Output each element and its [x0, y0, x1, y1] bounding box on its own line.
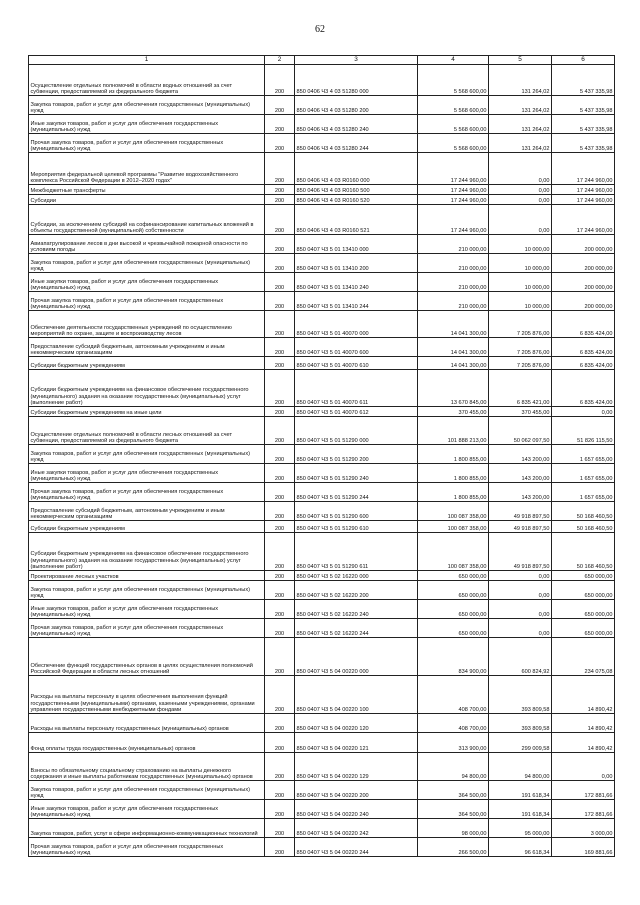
executed-amount-cell: 10 000,00	[489, 292, 552, 311]
row-name-cell: Субсидии	[29, 195, 265, 205]
budget-classification-code-cell: 850 0406 Ч3 4 03 51280 244	[295, 134, 418, 153]
remaining-amount-cell: 6 835 424,00	[552, 357, 615, 370]
remaining-amount-cell: 5 437 335,98	[552, 96, 615, 115]
row-code-cell: 200	[265, 407, 295, 417]
row-code-cell: 200	[265, 676, 295, 714]
column-header: 1	[29, 56, 265, 65]
table-row	[29, 195, 615, 205]
executed-amount-cell: 393 809,58	[489, 714, 552, 733]
budget-classification-code-cell: 850 0406 Ч3 4 03 R0160 521	[295, 205, 418, 235]
budget-classification-code-cell: 850 0407 Ч3 5 02 16220 240	[295, 600, 418, 619]
budget-classification-code-cell: 850 0407 Ч3 5 04 00220 000	[295, 638, 418, 676]
approved-amount-cell: 210 000,00	[418, 235, 489, 254]
budget-classification-code-cell: 850 0407 Ч3 5 01 51290 611	[295, 533, 418, 571]
budget-classification-code-cell: 850 0407 Ч3 5 01 40070 000	[295, 311, 418, 338]
row-code-cell: 200	[265, 205, 295, 235]
row-name-cell: Иные закупки товаров, работ и услуг для обеспечения государственных (муниципальных) нужд	[29, 115, 265, 134]
row-name-cell: Иные закупки товаров, работ и услуг для обеспечения государственных (муниципальных) нужд	[29, 600, 265, 619]
executed-amount-cell: 191 618,34	[489, 800, 552, 819]
executed-amount-cell: 131 264,02	[489, 96, 552, 115]
row-code-cell: 200	[265, 153, 295, 185]
approved-amount-cell: 1 800 855,00	[418, 464, 489, 483]
remaining-amount-cell: 14 890,42	[552, 676, 615, 714]
table-row	[29, 153, 615, 185]
executed-amount-cell: 370 455,00	[489, 407, 552, 417]
executed-amount-cell: 49 918 897,50	[489, 521, 552, 533]
budget-classification-code-cell: 850 0406 Ч3 4 03 51280 240	[295, 115, 418, 134]
budget-classification-code-cell: 850 0407 Ч3 5 02 16220 000	[295, 571, 418, 581]
executed-amount-cell: 50 062 097,50	[489, 417, 552, 445]
table-row	[29, 96, 615, 115]
row-code-cell: 200	[265, 115, 295, 134]
row-code-cell: 200	[265, 819, 295, 838]
budget-classification-code-cell: 850 0407 Ч3 5 01 40070 611	[295, 370, 418, 407]
budget-classification-code-cell: 850 0407 Ч3 5 04 00220 120	[295, 714, 418, 733]
row-code-cell: 200	[265, 185, 295, 195]
remaining-amount-cell: 5 437 335,98	[552, 115, 615, 134]
table-header-row	[29, 56, 615, 65]
table-row	[29, 483, 615, 502]
row-name-cell: Межбюджетные трансферты	[29, 185, 265, 195]
remaining-amount-cell: 650 000,00	[552, 600, 615, 619]
row-code-cell: 200	[265, 733, 295, 753]
approved-amount-cell: 94 800,00	[418, 753, 489, 781]
row-name-cell: Осуществление отдельных полномочий в области лесных отношений за счет субвенции, предоставляемой из федерального бюджета	[29, 417, 265, 445]
table-row	[29, 819, 615, 838]
budget-classification-code-cell: 850 0407 Ч3 5 01 13410 200	[295, 254, 418, 273]
row-name-cell: Расходы на выплаты персоналу государственных (муниципальных) органов	[29, 714, 265, 733]
remaining-amount-cell: 5 437 335,98	[552, 65, 615, 96]
row-code-cell: 200	[265, 571, 295, 581]
executed-amount-cell: 143 200,00	[489, 483, 552, 502]
table-row	[29, 676, 615, 714]
executed-amount-cell: 95 000,00	[489, 819, 552, 838]
remaining-amount-cell: 5 437 335,98	[552, 134, 615, 153]
remaining-amount-cell: 200 000,00	[552, 235, 615, 254]
row-name-cell: Субсидии бюджетным учреждениям на финансовое обеспечение государственного (муниципального) задания на оказание государственных (муниципальных) услуг (выполнение работ)	[29, 533, 265, 571]
column-header: 2	[265, 56, 295, 65]
row-name-cell: Взносы по обязательному социальному страхованию на выплаты денежного содержания и иные выплаты работникам государственных (муниципальных) органов	[29, 753, 265, 781]
approved-amount-cell: 408 700,00	[418, 714, 489, 733]
executed-amount-cell: 299 009,58	[489, 733, 552, 753]
table-row	[29, 800, 615, 819]
remaining-amount-cell: 17 244 960,00	[552, 195, 615, 205]
budget-classification-code-cell: 850 0407 Ч3 5 01 13410 240	[295, 273, 418, 292]
approved-amount-cell: 5 568 600,00	[418, 134, 489, 153]
table-row	[29, 357, 615, 370]
approved-amount-cell: 14 041 300,00	[418, 357, 489, 370]
table-row	[29, 781, 615, 800]
row-code-cell: 200	[265, 417, 295, 445]
row-name-cell: Обеспечение деятельности государственных учреждений по осуществлению мероприятий по охране, защите и воспроизводству лесов	[29, 311, 265, 338]
row-name-cell: Закупка товаров, работ, услуг в сфере информационно-коммуникационных технологий	[29, 819, 265, 838]
table-row	[29, 581, 615, 600]
approved-amount-cell: 1 800 855,00	[418, 445, 489, 464]
table-row	[29, 254, 615, 273]
table-row	[29, 185, 615, 195]
budget-classification-code-cell: 850 0406 Ч3 4 03 R0160 000	[295, 153, 418, 185]
budget-classification-code-cell: 850 0406 Ч3 4 03 R0160 500	[295, 185, 418, 195]
approved-amount-cell: 100 087 358,00	[418, 521, 489, 533]
table-row	[29, 838, 615, 857]
approved-amount-cell: 364 500,00	[418, 800, 489, 819]
table-row	[29, 753, 615, 781]
budget-classification-code-cell: 850 0406 Ч3 4 03 51280 200	[295, 96, 418, 115]
budget-classification-code-cell: 850 0407 Ч3 5 04 00220 242	[295, 819, 418, 838]
executed-amount-cell: 0,00	[489, 619, 552, 638]
table-row	[29, 464, 615, 483]
remaining-amount-cell: 0,00	[552, 753, 615, 781]
approved-amount-cell: 364 500,00	[418, 781, 489, 800]
approved-amount-cell: 370 455,00	[418, 407, 489, 417]
executed-amount-cell: 49 918 897,50	[489, 533, 552, 571]
remaining-amount-cell: 650 000,00	[552, 581, 615, 600]
row-code-cell: 200	[265, 581, 295, 600]
remaining-amount-cell: 200 000,00	[552, 292, 615, 311]
table-row	[29, 445, 615, 464]
budget-table-body	[29, 56, 615, 857]
approved-amount-cell: 17 244 960,00	[418, 153, 489, 185]
table-row	[29, 407, 615, 417]
executed-amount-cell: 143 200,00	[489, 445, 552, 464]
budget-table	[28, 55, 615, 857]
row-name-cell: Закупка товаров, работ и услуг для обеспечения государственных (муниципальных) нужд	[29, 96, 265, 115]
table-row	[29, 533, 615, 571]
row-code-cell: 200	[265, 370, 295, 407]
row-code-cell: 200	[265, 838, 295, 857]
approved-amount-cell: 650 000,00	[418, 600, 489, 619]
executed-amount-cell: 0,00	[489, 195, 552, 205]
column-header: 6	[552, 56, 615, 65]
row-name-cell: Расходы на выплаты персоналу в целях обеспечения выполнения функций государственными (муниципальными) органами, казенными учреждениями, органами управления государственными внебюджетными фондами	[29, 676, 265, 714]
executed-amount-cell: 600 824,92	[489, 638, 552, 676]
row-name-cell: Прочая закупка товаров, работ и услуг для обеспечения государственных (муниципальных) нужд	[29, 134, 265, 153]
remaining-amount-cell: 17 244 960,00	[552, 185, 615, 195]
budget-classification-code-cell: 850 0406 Ч3 4 03 R0160 520	[295, 195, 418, 205]
remaining-amount-cell: 1 657 655,00	[552, 483, 615, 502]
remaining-amount-cell: 17 244 960,00	[552, 205, 615, 235]
executed-amount-cell: 393 809,58	[489, 676, 552, 714]
row-name-cell: Иные закупки товаров, работ и услуг для обеспечения государственных (муниципальных) нужд	[29, 273, 265, 292]
row-code-cell: 200	[265, 292, 295, 311]
remaining-amount-cell: 200 000,00	[552, 273, 615, 292]
executed-amount-cell: 7 205 876,00	[489, 338, 552, 357]
budget-classification-code-cell: 850 0407 Ч3 5 01 51290 610	[295, 521, 418, 533]
approved-amount-cell: 313 900,00	[418, 733, 489, 753]
row-name-cell: Проектирование лесных участков	[29, 571, 265, 581]
row-code-cell: 200	[265, 338, 295, 357]
remaining-amount-cell: 200 000,00	[552, 254, 615, 273]
executed-amount-cell: 6 835 421,00	[489, 370, 552, 407]
row-code-cell: 200	[265, 235, 295, 254]
approved-amount-cell: 100 087 358,00	[418, 533, 489, 571]
budget-classification-code-cell: 850 0407 Ч3 5 01 51290 244	[295, 483, 418, 502]
table-row	[29, 619, 615, 638]
approved-amount-cell: 14 041 300,00	[418, 311, 489, 338]
budget-classification-code-cell: 850 0407 Ч3 5 01 13410 000	[295, 235, 418, 254]
row-name-cell: Иные закупки товаров, работ и услуг для обеспечения государственных (муниципальных) нужд	[29, 464, 265, 483]
approved-amount-cell: 17 244 960,00	[418, 195, 489, 205]
row-code-cell: 200	[265, 254, 295, 273]
row-code-cell: 200	[265, 502, 295, 521]
approved-amount-cell: 1 800 855,00	[418, 483, 489, 502]
approved-amount-cell: 5 568 600,00	[418, 65, 489, 96]
executed-amount-cell: 0,00	[489, 600, 552, 619]
row-code-cell: 200	[265, 311, 295, 338]
budget-classification-code-cell: 850 0407 Ч3 5 04 00220 200	[295, 781, 418, 800]
row-name-cell: Прочая закупка товаров, работ и услуг для обеспечения государственных (муниципальных) нужд	[29, 292, 265, 311]
table-row	[29, 235, 615, 254]
row-name-cell: Закупка товаров, работ и услуг для обеспечения государственных (муниципальных) нужд	[29, 445, 265, 464]
remaining-amount-cell: 1 657 655,00	[552, 464, 615, 483]
executed-amount-cell: 49 918 897,50	[489, 502, 552, 521]
table-row	[29, 273, 615, 292]
row-name-cell: Мероприятия федеральной целевой программы "Развитие водохозяйственного комплекса Российской Федерации в 2012–2020 годах"	[29, 153, 265, 185]
budget-classification-code-cell: 850 0407 Ч3 5 01 13410 244	[295, 292, 418, 311]
row-name-cell: Предоставление субсидий бюджетным, автономным учреждениям и иным некоммерческим организациям	[29, 338, 265, 357]
row-name-cell: Авиапатрулирование лесов в дни высокой и чрезвычайной пожарной опасности по условиям погоды	[29, 235, 265, 254]
table-row	[29, 417, 615, 445]
remaining-amount-cell: 14 890,42	[552, 714, 615, 733]
executed-amount-cell: 10 000,00	[489, 273, 552, 292]
approved-amount-cell: 5 568 600,00	[418, 115, 489, 134]
remaining-amount-cell: 50 168 460,50	[552, 521, 615, 533]
row-name-cell: Фонд оплаты труда государственных (муниципальных) органов	[29, 733, 265, 753]
remaining-amount-cell: 6 835 424,00	[552, 311, 615, 338]
row-name-cell: Субсидии бюджетным учреждениям	[29, 357, 265, 370]
remaining-amount-cell: 650 000,00	[552, 571, 615, 581]
row-code-cell: 200	[265, 800, 295, 819]
row-code-cell: 200	[265, 96, 295, 115]
executed-amount-cell: 131 264,02	[489, 115, 552, 134]
budget-classification-code-cell: 850 0407 Ч3 5 04 00220 100	[295, 676, 418, 714]
remaining-amount-cell: 6 835 424,00	[552, 370, 615, 407]
row-code-cell: 200	[265, 533, 295, 571]
executed-amount-cell: 0,00	[489, 185, 552, 195]
row-name-cell: Обеспечение функций государственных органов в целях осуществления полномочий Российской Федерации в области лесных отношений	[29, 638, 265, 676]
executed-amount-cell: 0,00	[489, 581, 552, 600]
row-code-cell: 200	[265, 521, 295, 533]
table-row	[29, 205, 615, 235]
row-code-cell: 200	[265, 600, 295, 619]
table-row	[29, 733, 615, 753]
row-name-cell: Прочая закупка товаров, работ и услуг для обеспечения государственных (муниципальных) нужд	[29, 619, 265, 638]
row-name-cell: Закупка товаров, работ и услуг для обеспечения государственных (муниципальных) нужд	[29, 781, 265, 800]
page-number: 62	[315, 24, 325, 35]
remaining-amount-cell: 6 835 424,00	[552, 338, 615, 357]
table-row	[29, 65, 615, 96]
executed-amount-cell: 0,00	[489, 205, 552, 235]
remaining-amount-cell: 172 881,66	[552, 800, 615, 819]
executed-amount-cell: 0,00	[489, 571, 552, 581]
table-row	[29, 571, 615, 581]
executed-amount-cell: 96 618,34	[489, 838, 552, 857]
row-name-cell: Прочая закупка товаров, работ и услуг для обеспечения государственных (муниципальных) нужд	[29, 838, 265, 857]
row-name-cell: Субсидии бюджетным учреждениям	[29, 521, 265, 533]
remaining-amount-cell: 169 881,66	[552, 838, 615, 857]
row-name-cell: Субсидии бюджетным учреждениям на иные цели	[29, 407, 265, 417]
budget-classification-code-cell: 850 0407 Ч3 5 04 00220 244	[295, 838, 418, 857]
row-code-cell: 200	[265, 483, 295, 502]
row-code-cell: 200	[265, 464, 295, 483]
approved-amount-cell: 5 568 600,00	[418, 96, 489, 115]
row-name-cell: Предоставление субсидий бюджетным, автономным учреждениям и иным некоммерческим организациям	[29, 502, 265, 521]
approved-amount-cell: 210 000,00	[418, 273, 489, 292]
table-row	[29, 600, 615, 619]
approved-amount-cell: 17 244 960,00	[418, 205, 489, 235]
remaining-amount-cell: 172 881,66	[552, 781, 615, 800]
table-row	[29, 115, 615, 134]
row-name-cell: Субсидии бюджетным учреждениям на финансовое обеспечение государственного (муниципального) задания на оказание государственных (муниципальных) услуг (выполнение работ)	[29, 370, 265, 407]
approved-amount-cell: 266 500,00	[418, 838, 489, 857]
table-row	[29, 292, 615, 311]
table-row	[29, 521, 615, 533]
budget-classification-code-cell: 850 0406 Ч3 4 03 51280 000	[295, 65, 418, 96]
row-code-cell: 200	[265, 134, 295, 153]
budget-classification-code-cell: 850 0407 Ч3 5 01 40070 610	[295, 357, 418, 370]
budget-classification-code-cell: 850 0407 Ч3 5 04 00220 121	[295, 733, 418, 753]
approved-amount-cell: 650 000,00	[418, 581, 489, 600]
budget-classification-code-cell: 850 0407 Ч3 5 01 40070 612	[295, 407, 418, 417]
column-header: 3	[295, 56, 418, 65]
approved-amount-cell: 101 888 213,00	[418, 417, 489, 445]
approved-amount-cell: 834 900,00	[418, 638, 489, 676]
budget-classification-code-cell: 850 0407 Ч3 5 01 51290 200	[295, 445, 418, 464]
table-row	[29, 638, 615, 676]
table-row	[29, 311, 615, 338]
row-name-cell: Закупка товаров, работ и услуг для обеспечения государственных (муниципальных) нужд	[29, 581, 265, 600]
budget-classification-code-cell: 850 0407 Ч3 5 02 16220 200	[295, 581, 418, 600]
remaining-amount-cell: 0,00	[552, 407, 615, 417]
approved-amount-cell: 17 244 960,00	[418, 185, 489, 195]
executed-amount-cell: 143 200,00	[489, 464, 552, 483]
executed-amount-cell: 0,00	[489, 153, 552, 185]
remaining-amount-cell: 650 000,00	[552, 619, 615, 638]
remaining-amount-cell: 51 826 115,50	[552, 417, 615, 445]
row-code-cell: 200	[265, 781, 295, 800]
executed-amount-cell: 7 205 876,00	[489, 357, 552, 370]
remaining-amount-cell: 14 890,42	[552, 733, 615, 753]
executed-amount-cell: 94 800,00	[489, 753, 552, 781]
remaining-amount-cell: 17 244 960,00	[552, 153, 615, 185]
table-row	[29, 338, 615, 357]
row-name-cell: Осуществление отдельных полномочий в области водных отношений за счет субвенции, предоставляемой из федерального бюджета	[29, 65, 265, 96]
approved-amount-cell: 100 087 358,00	[418, 502, 489, 521]
executed-amount-cell: 131 264,02	[489, 65, 552, 96]
executed-amount-cell: 10 000,00	[489, 235, 552, 254]
table-row	[29, 714, 615, 733]
executed-amount-cell: 131 264,02	[489, 134, 552, 153]
approved-amount-cell: 98 000,00	[418, 819, 489, 838]
remaining-amount-cell: 50 168 460,50	[552, 502, 615, 521]
remaining-amount-cell: 234 075,08	[552, 638, 615, 676]
budget-classification-code-cell: 850 0407 Ч3 5 01 51290 600	[295, 502, 418, 521]
executed-amount-cell: 191 618,34	[489, 781, 552, 800]
budget-classification-code-cell: 850 0407 Ч3 5 02 16220 244	[295, 619, 418, 638]
row-name-cell: Иные закупки товаров, работ и услуг для обеспечения государственных (муниципальных) нужд	[29, 800, 265, 819]
row-code-cell: 200	[265, 445, 295, 464]
executed-amount-cell: 7 205 876,00	[489, 311, 552, 338]
row-code-cell: 200	[265, 753, 295, 781]
approved-amount-cell: 210 000,00	[418, 254, 489, 273]
approved-amount-cell: 14 041 300,00	[418, 338, 489, 357]
row-name-cell: Субсидии, за исключением субсидий на софинансирование капитальных вложений в объекты государственной (муниципальной) собственности	[29, 205, 265, 235]
row-code-cell: 200	[265, 619, 295, 638]
row-code-cell: 200	[265, 65, 295, 96]
executed-amount-cell: 10 000,00	[489, 254, 552, 273]
approved-amount-cell: 210 000,00	[418, 292, 489, 311]
remaining-amount-cell: 3 000,00	[552, 819, 615, 838]
budget-classification-code-cell: 850 0407 Ч3 5 04 00220 240	[295, 800, 418, 819]
approved-amount-cell: 650 000,00	[418, 619, 489, 638]
row-code-cell: 200	[265, 714, 295, 733]
row-code-cell: 200	[265, 273, 295, 292]
row-code-cell: 200	[265, 357, 295, 370]
remaining-amount-cell: 50 168 460,50	[552, 533, 615, 571]
budget-classification-code-cell: 850 0407 Ч3 5 01 51290 000	[295, 417, 418, 445]
row-name-cell: Прочая закупка товаров, работ и услуг для обеспечения государственных (муниципальных) нужд	[29, 483, 265, 502]
row-code-cell: 200	[265, 195, 295, 205]
approved-amount-cell: 408 700,00	[418, 676, 489, 714]
budget-classification-code-cell: 850 0407 Ч3 5 01 40070 600	[295, 338, 418, 357]
remaining-amount-cell: 1 657 655,00	[552, 445, 615, 464]
table-row	[29, 370, 615, 407]
table-row	[29, 502, 615, 521]
budget-classification-code-cell: 850 0407 Ч3 5 01 51290 240	[295, 464, 418, 483]
approved-amount-cell: 650 000,00	[418, 571, 489, 581]
column-header: 5	[489, 56, 552, 65]
row-name-cell: Закупка товаров, работ и услуг для обеспечения государственных (муниципальных) нужд	[29, 254, 265, 273]
approved-amount-cell: 13 670 845,00	[418, 370, 489, 407]
table-row	[29, 134, 615, 153]
budget-classification-code-cell: 850 0407 Ч3 5 04 00220 129	[295, 753, 418, 781]
row-code-cell: 200	[265, 638, 295, 676]
column-header: 4	[418, 56, 489, 65]
